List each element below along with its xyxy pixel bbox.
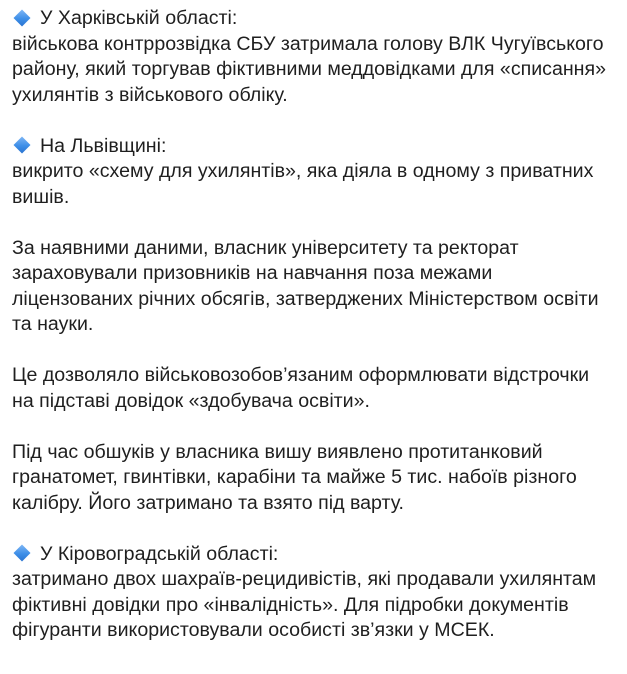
text-line: та науки. <box>12 313 94 335</box>
text-line: затримано двох шахраїв-рецидивістів, які продавали ухилянтам <box>12 568 597 590</box>
blue-diamond-icon <box>14 545 31 562</box>
text-line: зараховували призовників на навчання поза межами <box>12 262 493 284</box>
paragraph-deferrals <box>12 363 617 414</box>
text-line: фігуранти використовували особисті зв’язки у МСЕК. <box>12 619 495 641</box>
blue-diamond-icon <box>14 137 31 154</box>
section-heading <box>12 134 617 160</box>
text-line: на підставі довідок «здобувача освіти». <box>12 389 370 412</box>
heading-text: У Харківській області: <box>40 7 238 29</box>
text-line: гранатомет, гвинтівки, карабіни та майже 5 тис. набоїв різного <box>12 466 577 488</box>
paragraph-searches <box>12 440 617 517</box>
text-line: вишів. <box>12 185 70 208</box>
text-line: Під час обшуків у власника вишу виявлено протитанковий <box>12 440 543 463</box>
text-line: району, який торгував фіктивними меддовідками для «списання» <box>12 58 607 80</box>
section-heading <box>12 542 617 568</box>
text-line: ухилянтів з військового обліку. <box>12 83 288 106</box>
heading-text: У Кіровоградській області: <box>40 542 279 565</box>
section-heading <box>12 6 617 32</box>
blue-diamond-icon <box>14 9 31 26</box>
text-line: Це дозволяло військовозобов’язаним оформлювати відстрочки <box>12 364 590 386</box>
text-line: ліцензованих річних обсягів, затверджених Міністерством освіти <box>12 287 599 310</box>
text-line: військова контррозвідка СБУ затримала голову ВЛК Чугуївського <box>12 32 604 55</box>
text-line: викрито «схему для ухилянтів», яка діяла в одному з приватних <box>12 160 594 182</box>
text-line: фіктивні довідки про «інвалідність». Для підробки документів <box>12 593 569 616</box>
section-kharkiv <box>12 6 617 108</box>
paragraph-rectorate <box>12 236 617 338</box>
section-lviv <box>12 134 617 211</box>
heading-text: На Львівщині: <box>40 134 167 157</box>
text-line: калібру. Його затримано та взято під варту. <box>12 491 404 514</box>
section-kirovohrad <box>12 542 617 644</box>
text-line: За наявними даними, власник університету та ректорат <box>12 236 519 259</box>
